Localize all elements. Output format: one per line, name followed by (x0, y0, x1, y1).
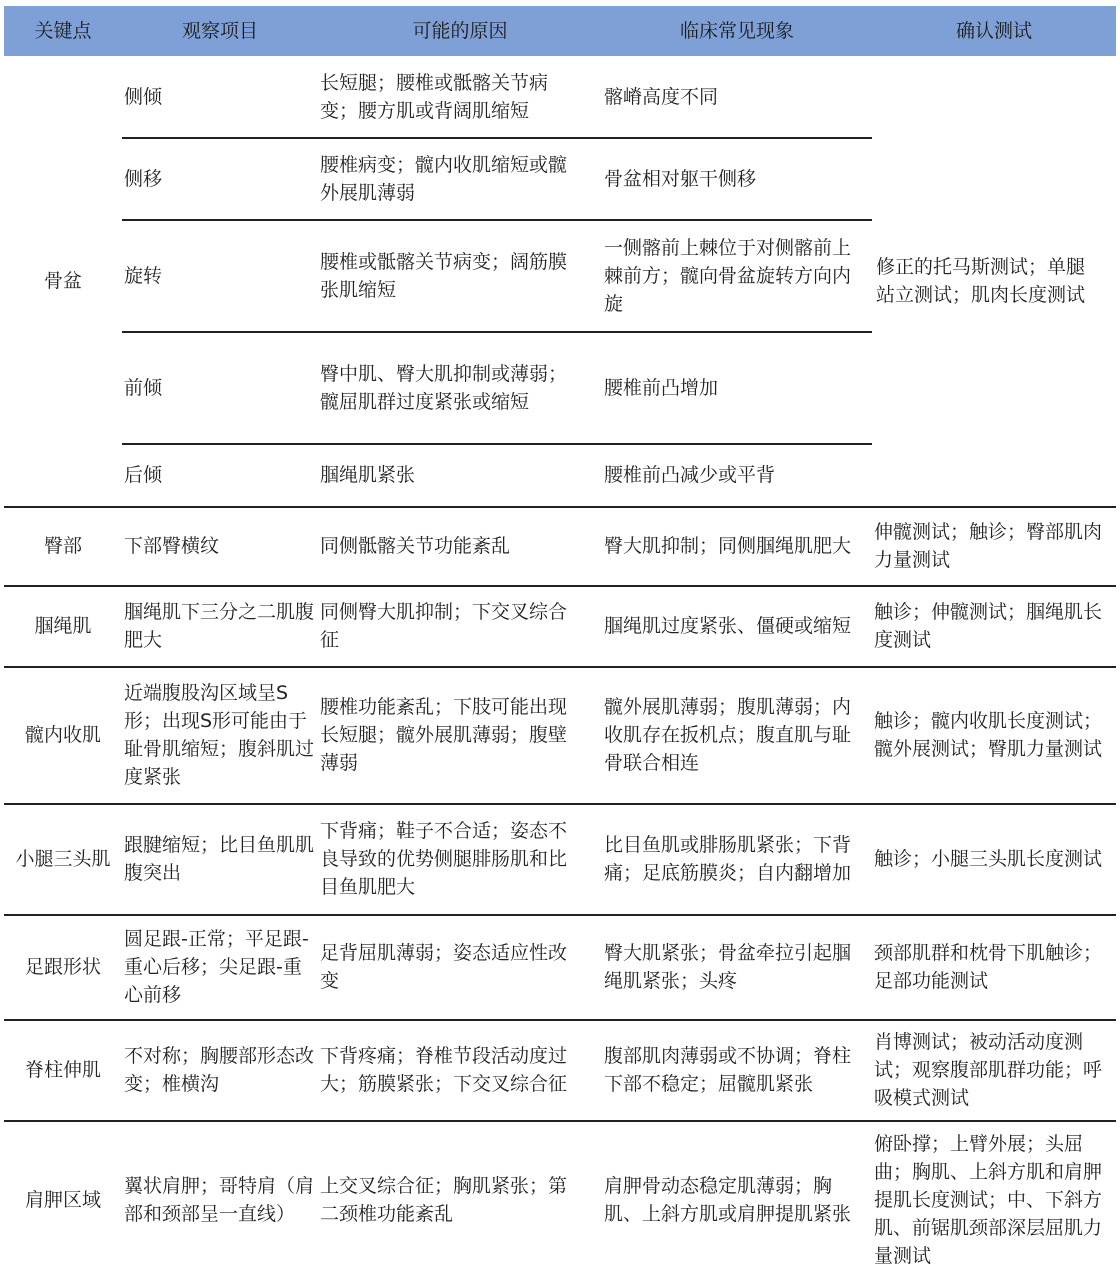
test-scapular-region: 俯卧撑；上臂外展；头屈曲；胸肌、上斜方肌和肩胛提肌长度测试；中、下斜方肌、前锯肌颈部深层屈肌力量测试 (874, 1133, 1103, 1267)
sign-pelvis-posterior: 腰椎前凸减少或平背 (604, 464, 776, 486)
sign-pelvis-anterior: 腰椎前凸增加 (604, 377, 719, 399)
divider (122, 137, 872, 139)
item-hip-adductor: 近端腹股沟区域呈S形；出现S形可能由于耻骨肌缩短；腹斜肌过度紧张 (124, 682, 315, 788)
sign-spinal-extensor: 腹部肌肉薄弱或不协调；脊柱下部不稳定；屈髋肌紧张 (604, 1045, 852, 1095)
cause-pelvis-shift: 腰椎病变；髋内收肌缩短或髋外展肌薄弱 (320, 154, 568, 204)
key-heel-shape: 足跟形状 (24, 956, 101, 978)
sign-heel-shape: 臀大肌紧张；骨盆牵拉引起腘绳肌紧张；头疼 (604, 942, 852, 992)
cause-gluteal: 同侧骶髂关节功能紊乱 (320, 535, 511, 557)
header-observation-item: 观察项目 (181, 20, 258, 42)
cause-scapular-region: 上交叉综合征；胸肌紧张；第二颈椎功能紊乱 (320, 1175, 568, 1225)
header-possible-cause: 可能的原因 (412, 20, 508, 42)
item-scapular-region: 翼状肩胛；哥特肩（肩部和颈部呈一直线） (124, 1175, 315, 1225)
cause-pelvis-rotation: 腰椎或骶髂关节病变；阔筋膜张肌缩短 (320, 251, 568, 301)
header-clinical-sign: 临床常见现象 (679, 20, 794, 42)
item-heel-shape: 圆足跟-正常；平足跟-重心后移；尖足跟-重心前移 (124, 928, 309, 1006)
key-scapular-region: 肩胛区域 (24, 1189, 101, 1211)
item-pelvis-posterior: 后倾 (124, 464, 163, 486)
sign-scapular-region: 肩胛骨动态稳定肌薄弱；胸肌、上斜方肌或肩胛提肌紧张 (604, 1175, 852, 1225)
cause-hip-adductor: 腰椎功能紊乱；下肢可能出现长短腿；髋外展肌薄弱；腹壁薄弱 (320, 696, 568, 774)
sign-triceps-surae: 比目鱼肌或腓肠肌紧张；下背痛；足底筋膜炎；自内翻增加 (604, 834, 852, 884)
item-pelvis-anterior: 前倾 (124, 377, 163, 399)
test-hip-adductor: 触诊；髋内收肌长度测试；髋外展测试；臀肌力量测试 (874, 710, 1103, 760)
item-pelvis-tilt: 侧倾 (124, 86, 163, 108)
item-pelvis-shift: 侧移 (124, 168, 163, 190)
cause-hamstring: 同侧臀大肌抑制；下交叉综合征 (320, 601, 568, 651)
sign-pelvis-tilt: 髂嵴高度不同 (604, 86, 719, 108)
divider (122, 331, 872, 333)
test-triceps-surae: 触诊；小腿三头肌长度测试 (874, 848, 1103, 870)
item-spinal-extensor: 不对称；胸腰部形态改变；椎横沟 (124, 1045, 315, 1095)
test-spinal-extensor: 肖博测试；被动活动度测试；观察腹部肌群功能；呼吸模式测试 (874, 1031, 1103, 1109)
sign-hip-adductor: 髋外展肌薄弱；腹肌薄弱；内收肌存在扳机点；腹直肌与耻骨联合相连 (604, 696, 852, 774)
divider (122, 219, 872, 221)
divider (122, 443, 872, 445)
sign-gluteal: 臀大肌抑制；同侧腘绳肌肥大 (604, 535, 852, 557)
key-triceps-surae: 小腿三头肌 (15, 848, 111, 870)
sign-pelvis-rotation: 一侧髂前上棘位于对侧髂前上棘前方；髋向骨盆旋转方向内旋 (604, 237, 852, 315)
item-triceps-surae: 跟腱缩短；比目鱼肌肌腹突出 (124, 834, 315, 884)
item-gluteal: 下部臀横纹 (124, 535, 220, 557)
item-pelvis-rotation: 旋转 (124, 265, 163, 287)
cause-triceps-surae: 下背痛；鞋子不合适；姿态不良导致的优势侧腿腓肠肌和比目鱼肌肥大 (320, 820, 568, 898)
cause-pelvis-tilt: 长短腿；腰椎或骶髂关节病变；腰方肌或背阔肌缩短 (320, 72, 549, 122)
sign-pelvis-shift: 骨盆相对躯干侧移 (604, 168, 757, 190)
key-hamstring: 腘绳肌 (34, 615, 92, 637)
cause-pelvis-posterior: 腘绳肌紧张 (320, 464, 416, 486)
test-heel-shape: 颈部肌群和枕骨下肌触诊；足部功能测试 (874, 942, 1103, 992)
key-gluteal: 臀部 (43, 535, 82, 557)
test-hamstring: 触诊；伸髋测试；腘绳肌长度测试 (874, 601, 1103, 651)
header-confirm-test: 确认测试 (955, 20, 1032, 42)
key-hip-adductor: 髋内收肌 (24, 724, 101, 746)
test-gluteal: 伸髋测试；触诊；臀部肌肉力量测试 (874, 521, 1103, 571)
cause-heel-shape: 足背屈肌薄弱；姿态适应性改变 (320, 942, 568, 992)
header-key-point: 关键点 (34, 20, 92, 42)
sign-hamstring: 腘绳肌过度紧张、僵硬或缩短 (604, 615, 852, 637)
key-pelvis: 骨盆 (43, 270, 82, 292)
item-hamstring: 腘绳肌下三分之二肌腹肥大 (124, 601, 315, 651)
cause-spinal-extensor: 下背疼痛；脊椎节段活动度过大；筋膜紧张；下交叉综合征 (320, 1045, 568, 1095)
test-pelvis: 修正的托马斯测试；单腿站立测试；肌肉长度测试 (876, 256, 1086, 306)
table-header (4, 6, 1116, 56)
cause-pelvis-anterior: 臀中肌、臀大肌抑制或薄弱；髋屈肌群过度紧张或缩短 (320, 363, 568, 413)
key-spinal-extensor: 脊柱伸肌 (24, 1059, 101, 1081)
